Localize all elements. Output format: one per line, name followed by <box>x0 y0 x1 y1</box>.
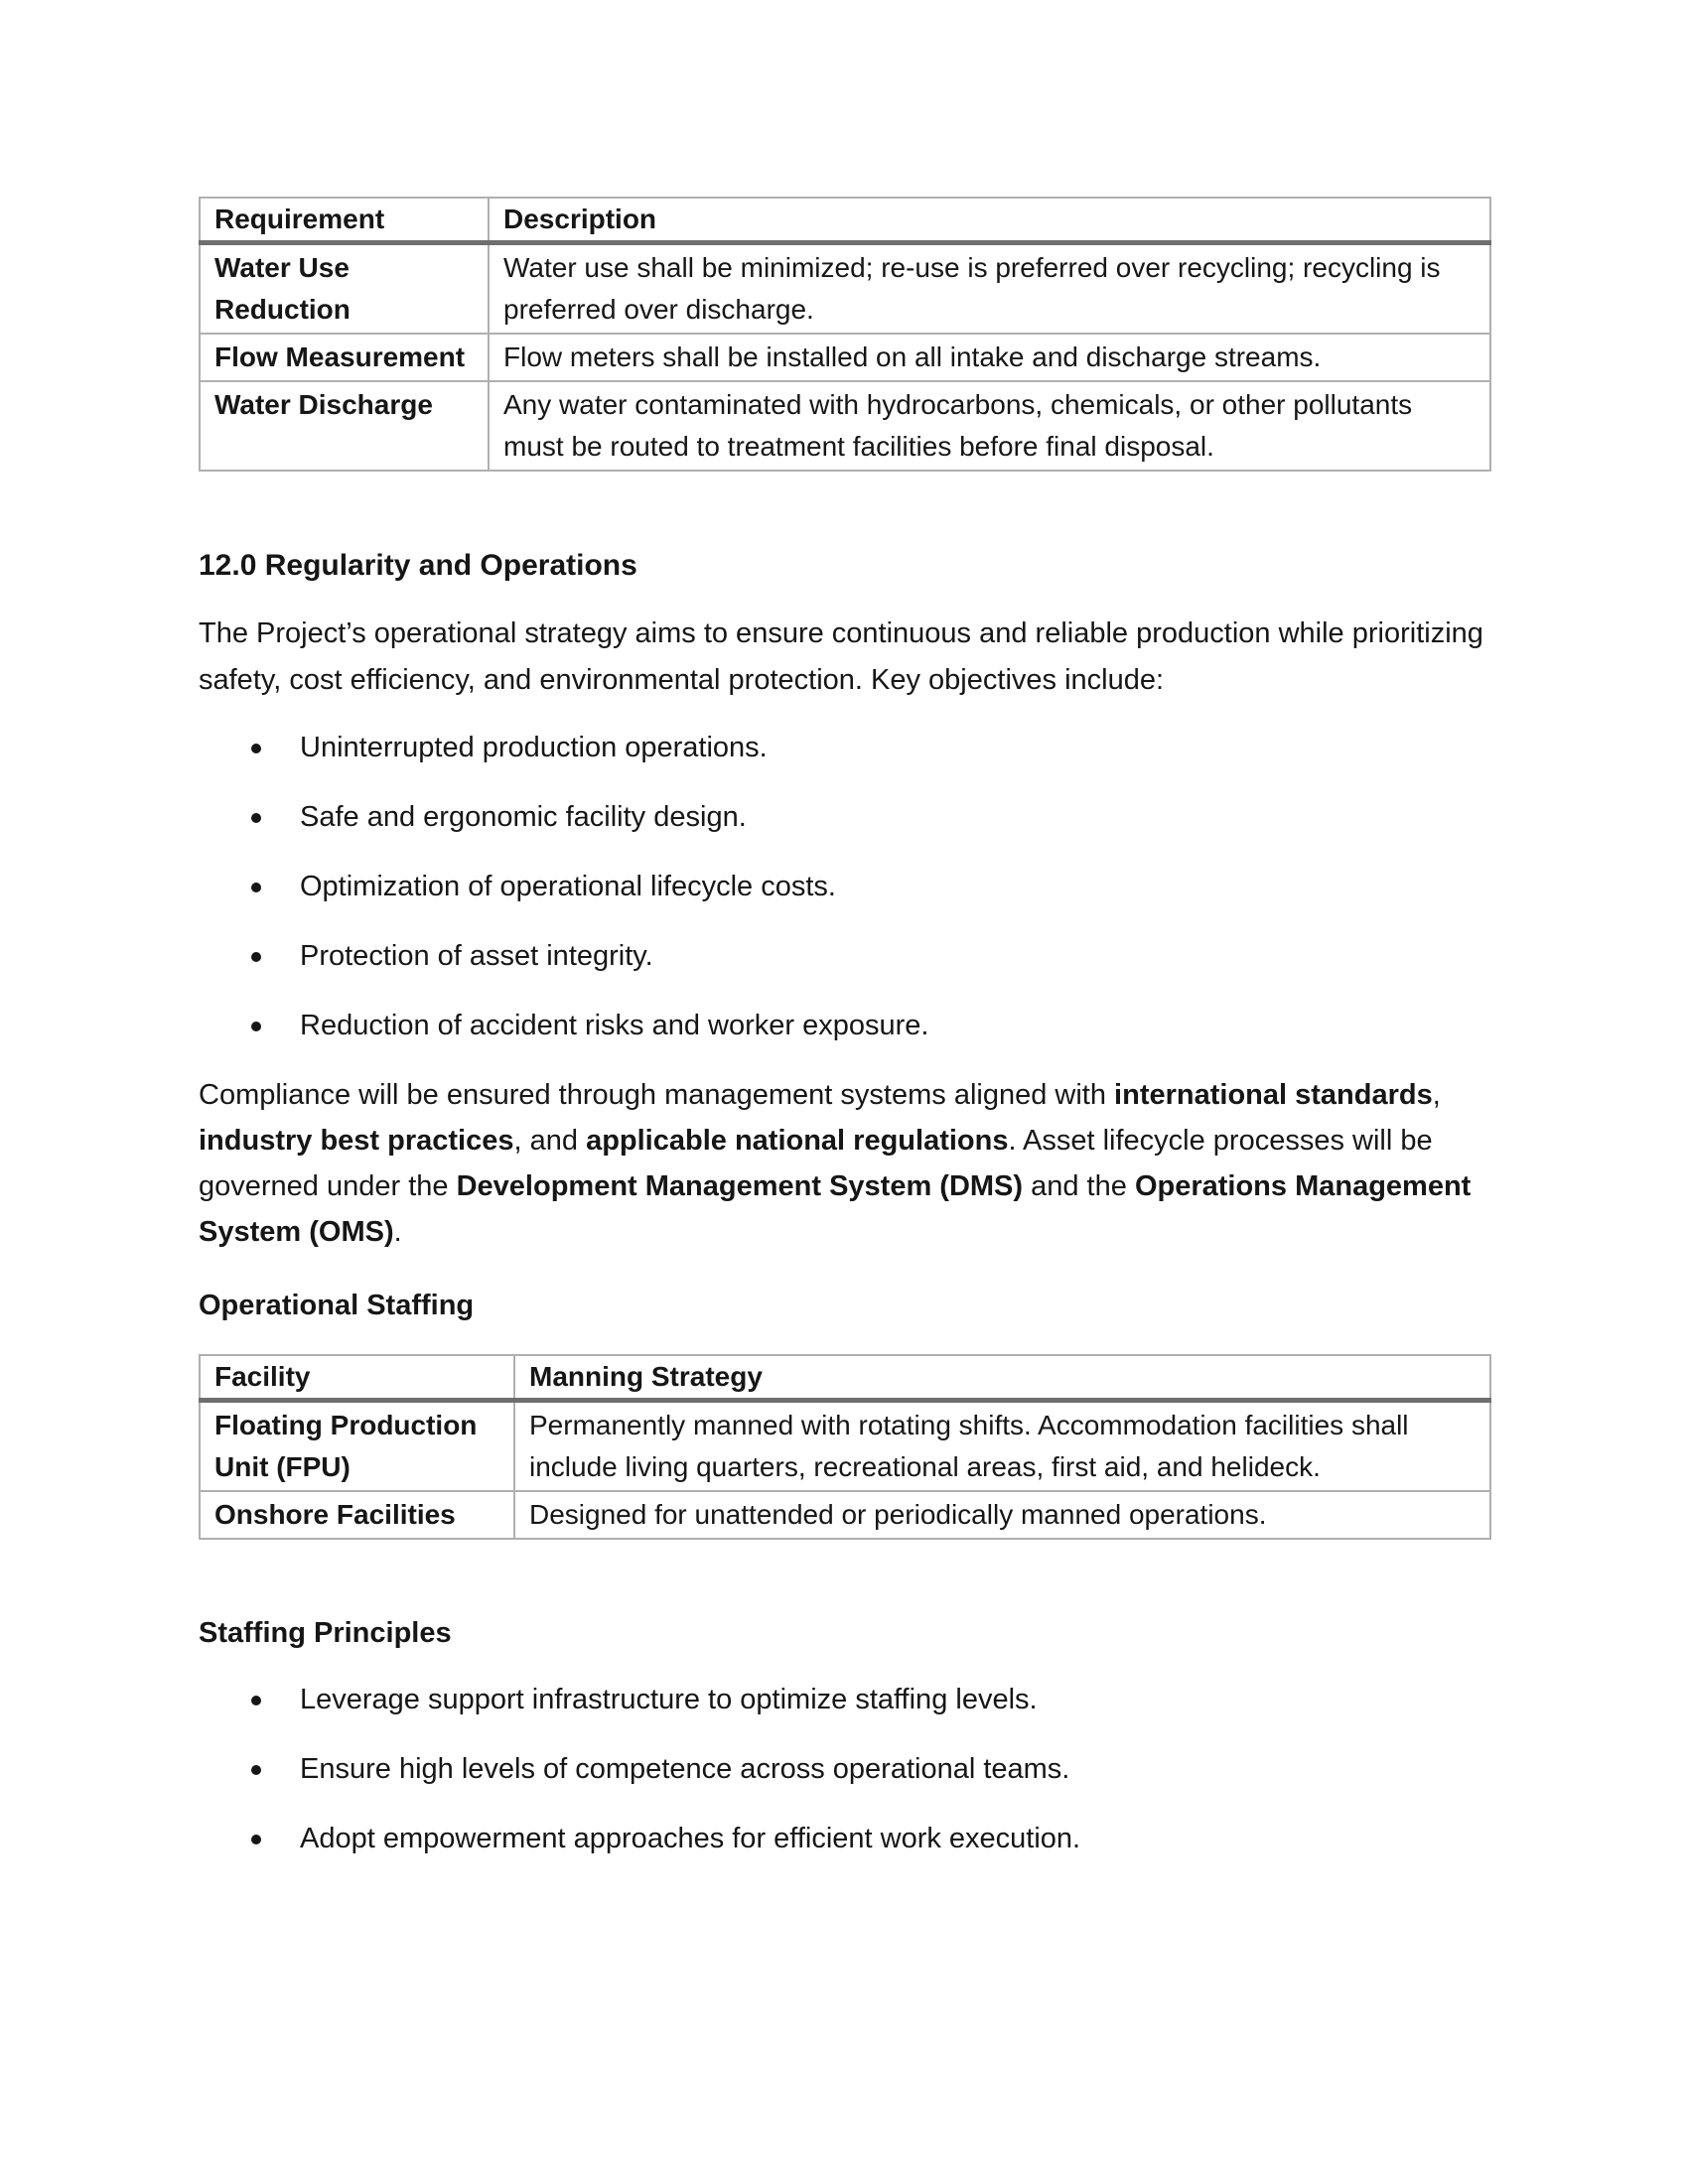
text-run: Operations Management System (OMS) <box>199 1170 1472 1248</box>
list-item <box>199 1746 1489 1793</box>
cell-description: Designed for unattended or periodically manned operations. <box>514 1491 1490 1539</box>
bullet-icon <box>251 883 261 892</box>
text-run: applicable national regulations <box>586 1125 1009 1157</box>
cell-label: Water Use Reduction <box>200 243 489 335</box>
principles-list <box>199 1677 1489 1862</box>
table-header-row <box>200 1355 1490 1401</box>
bullet-text: Leverage support infrastructure to optimize staffing levels. <box>300 1684 1038 1715</box>
text-run: and the <box>1023 1170 1135 1202</box>
bullet-icon <box>251 1696 261 1706</box>
table-header-row <box>200 198 1490 243</box>
compliance-paragraph <box>199 1072 1489 1255</box>
header-requirement: Requirement <box>200 198 489 243</box>
text-run: international standards <box>1114 1079 1433 1111</box>
bullet-text: Protection of asset integrity. <box>300 940 653 972</box>
text-run: , <box>1432 1079 1441 1111</box>
text-run: , and <box>513 1125 587 1157</box>
text-run: Development Management System (DMS) <box>456 1170 1024 1202</box>
text-run: Compliance will be ensured through management systems aligned with <box>199 1079 1115 1111</box>
bullet-text: Adopt empowerment approaches for efficient work execution. <box>300 1823 1081 1854</box>
table-row <box>200 334 1490 381</box>
document-content <box>199 0 1489 1885</box>
header-description: Description <box>489 198 1490 243</box>
table-row <box>200 243 1490 335</box>
cell-label: Onshore Facilities <box>200 1491 514 1539</box>
table-row <box>200 1491 1490 1539</box>
bullet-icon <box>251 1835 261 1844</box>
principles-heading: Staffing Principles <box>199 1617 452 1649</box>
list-item <box>199 1677 1489 1723</box>
objectives-list <box>199 725 1489 1049</box>
bullet-icon <box>251 952 261 962</box>
bullet-icon <box>251 813 261 823</box>
list-item <box>199 864 1489 910</box>
cell-description: Any water contaminated with hydrocarbons, chemicals, or other pollutants must be routed to treatment facilities before final disposal. <box>489 381 1490 471</box>
list-item <box>199 1003 1489 1049</box>
bullet-icon <box>251 744 261 753</box>
staffing-table <box>199 1354 1491 1540</box>
bullet-text: Ensure high levels of competence across operational teams. <box>300 1753 1070 1785</box>
cell-description: Water use shall be minimized; re-use is preferred over recycling; recycling is preferred over discharge. <box>489 243 1490 335</box>
bullet-text: Reduction of accident risks and worker exposure. <box>300 1010 929 1041</box>
text-run: industry best practices <box>199 1125 514 1157</box>
cell-label: Flow Measurement <box>200 334 489 381</box>
header-manning-strategy: Manning Strategy <box>514 1355 1490 1401</box>
cell-description: Flow meters shall be installed on all intake and discharge streams. <box>489 334 1490 381</box>
staffing-heading: Operational Staffing <box>199 1290 475 1321</box>
cell-label: Water Discharge <box>200 381 489 471</box>
bullet-icon <box>251 1022 261 1031</box>
text-run: . Asset lifecycle processes will be governed under the <box>199 1125 1433 1202</box>
list-item <box>199 933 1489 980</box>
table-row <box>200 1401 1490 1492</box>
bullet-text: Safe and ergonomic facility design. <box>300 801 747 833</box>
section-heading: 12.0 Regularity and Operations <box>199 549 637 582</box>
bullet-icon <box>251 1765 261 1775</box>
bullet-text: Uninterrupted production operations. <box>300 732 768 763</box>
header-facility: Facility <box>200 1355 514 1401</box>
list-item <box>199 725 1489 771</box>
requirements-table <box>199 197 1491 472</box>
list-item <box>199 794 1489 841</box>
bullet-text: Optimization of operational lifecycle costs. <box>300 871 836 902</box>
text-run: . <box>393 1216 402 1248</box>
table-row <box>200 381 1490 471</box>
cell-label: Floating Production Unit (FPU) <box>200 1401 514 1492</box>
cell-description: Permanently manned with rotating shifts. Accommodation facilities shall include living quarters, recreational areas, first aid, and helideck. <box>514 1401 1490 1492</box>
intro-paragraph: The Project’s operational strategy aims to ensure continuous and reliable production while prioritizing safety, cost efficiency, and environmental protection. Key objectives include: <box>199 617 1483 696</box>
list-item <box>199 1816 1489 1862</box>
